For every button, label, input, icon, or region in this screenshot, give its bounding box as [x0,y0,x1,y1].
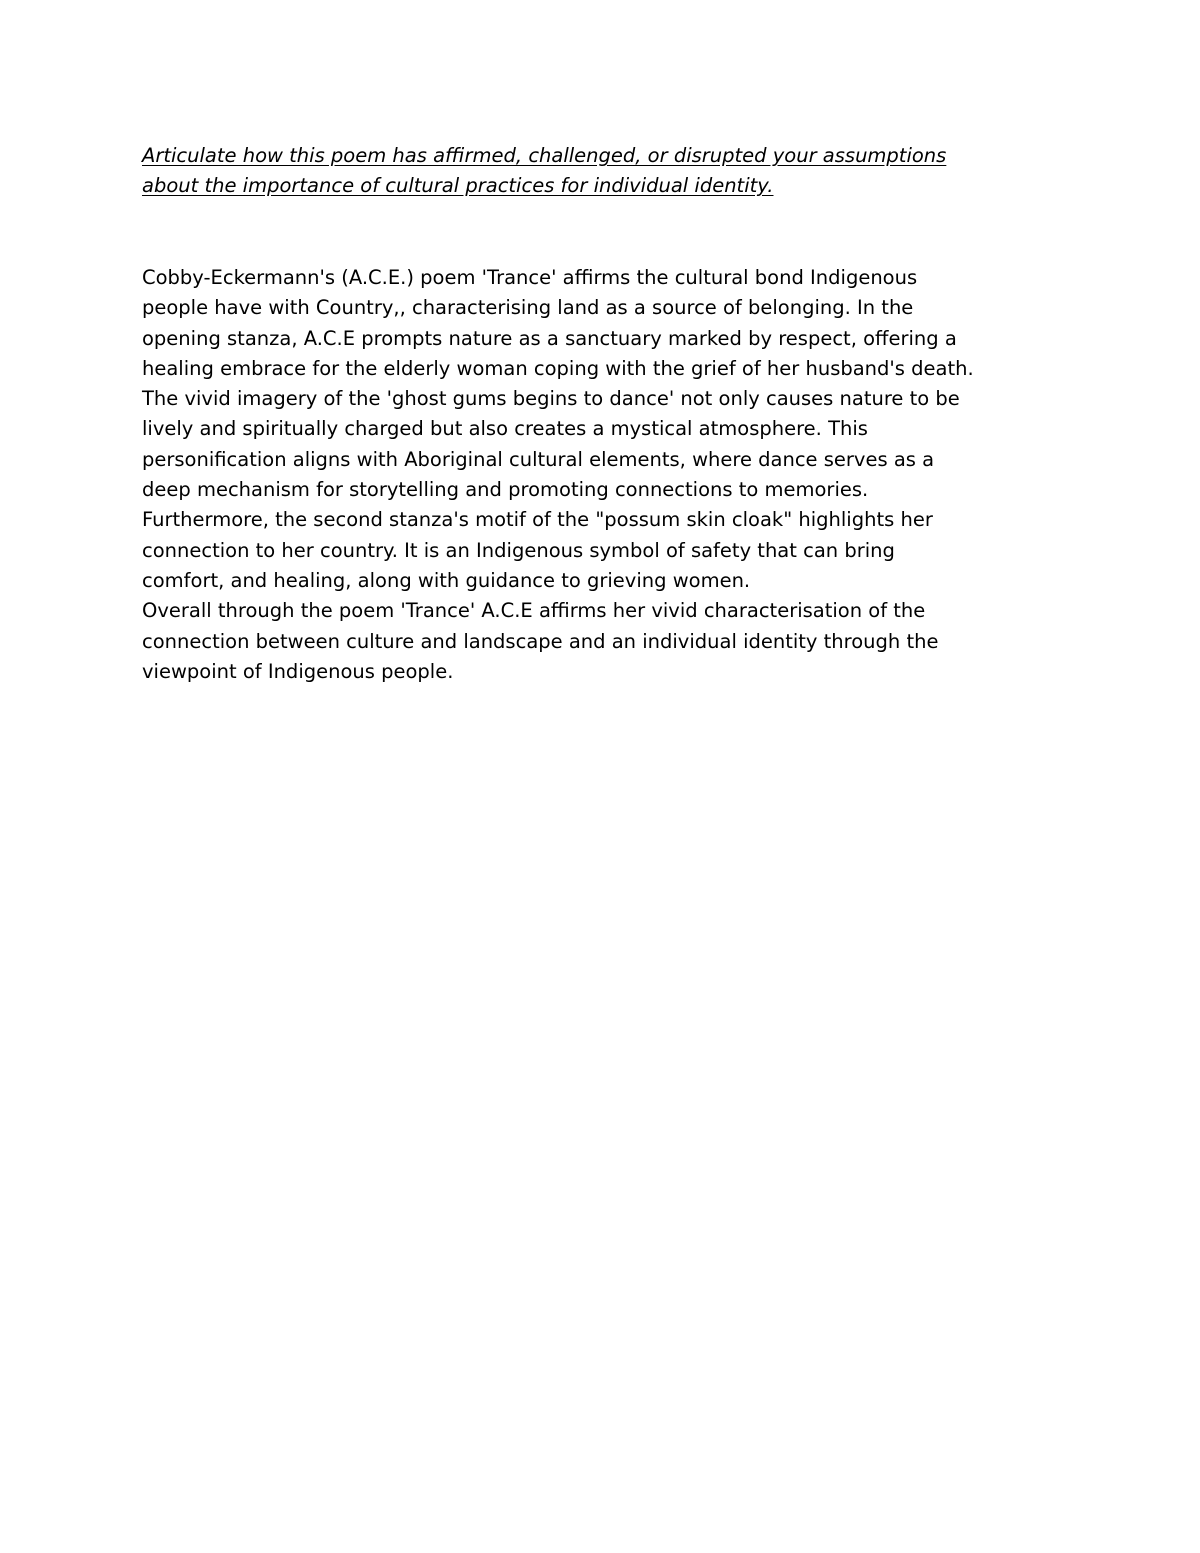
essay-line: viewpoint of Indigenous people. [142,659,454,683]
essay-line: people have with Country,, characterising land as a source of belonging. In the [142,296,914,320]
essay-line: The vivid imagery of the 'ghost gums begins to dance' not only causes nature to be [142,387,960,411]
essay-line: connection to her country. It is an Indigenous symbol of safety that can bring [142,538,895,562]
essay-line: comfort, and healing, along with guidance to grieving women. [142,568,751,592]
essay-line: deep mechanism for storytelling and promoting connections to memories. [142,478,869,502]
essay-line: Cobby-Eckermann's (A.C.E.) poem 'Trance' affirms the cultural bond Indigenous [142,266,918,289]
prompt-line: about the importance of cultural practices for individual identity. [142,174,774,197]
essay-line: opening stanza, A.C.E prompts nature as a sanctuary marked by respect, offering a [142,326,957,350]
document-content [142,141,1072,687]
essay-line: Furthermore, the second stanza's motif of the "possum skin cloak" highlights her [142,508,933,532]
essay-line: personification aligns with Aboriginal cultural elements, where dance serves as a [142,447,935,471]
essay-line: lively and spiritually charged but also creates a mystical atmosphere. This [142,417,868,441]
essay-prompt [142,141,1072,201]
prompt-line: Articulate how this poem has affirmed, challenged, or disrupted your assumptions [142,144,947,167]
essay-line: connection between culture and landscape and an individual identity through the [142,629,939,653]
essay-line: Overall through the poem 'Trance' A.C.E affirms her vivid characterisation of the [142,599,926,623]
essay-body [142,263,1072,687]
essay-line: healing embrace for the elderly woman coping with the grief of her husband's death. [142,356,974,380]
